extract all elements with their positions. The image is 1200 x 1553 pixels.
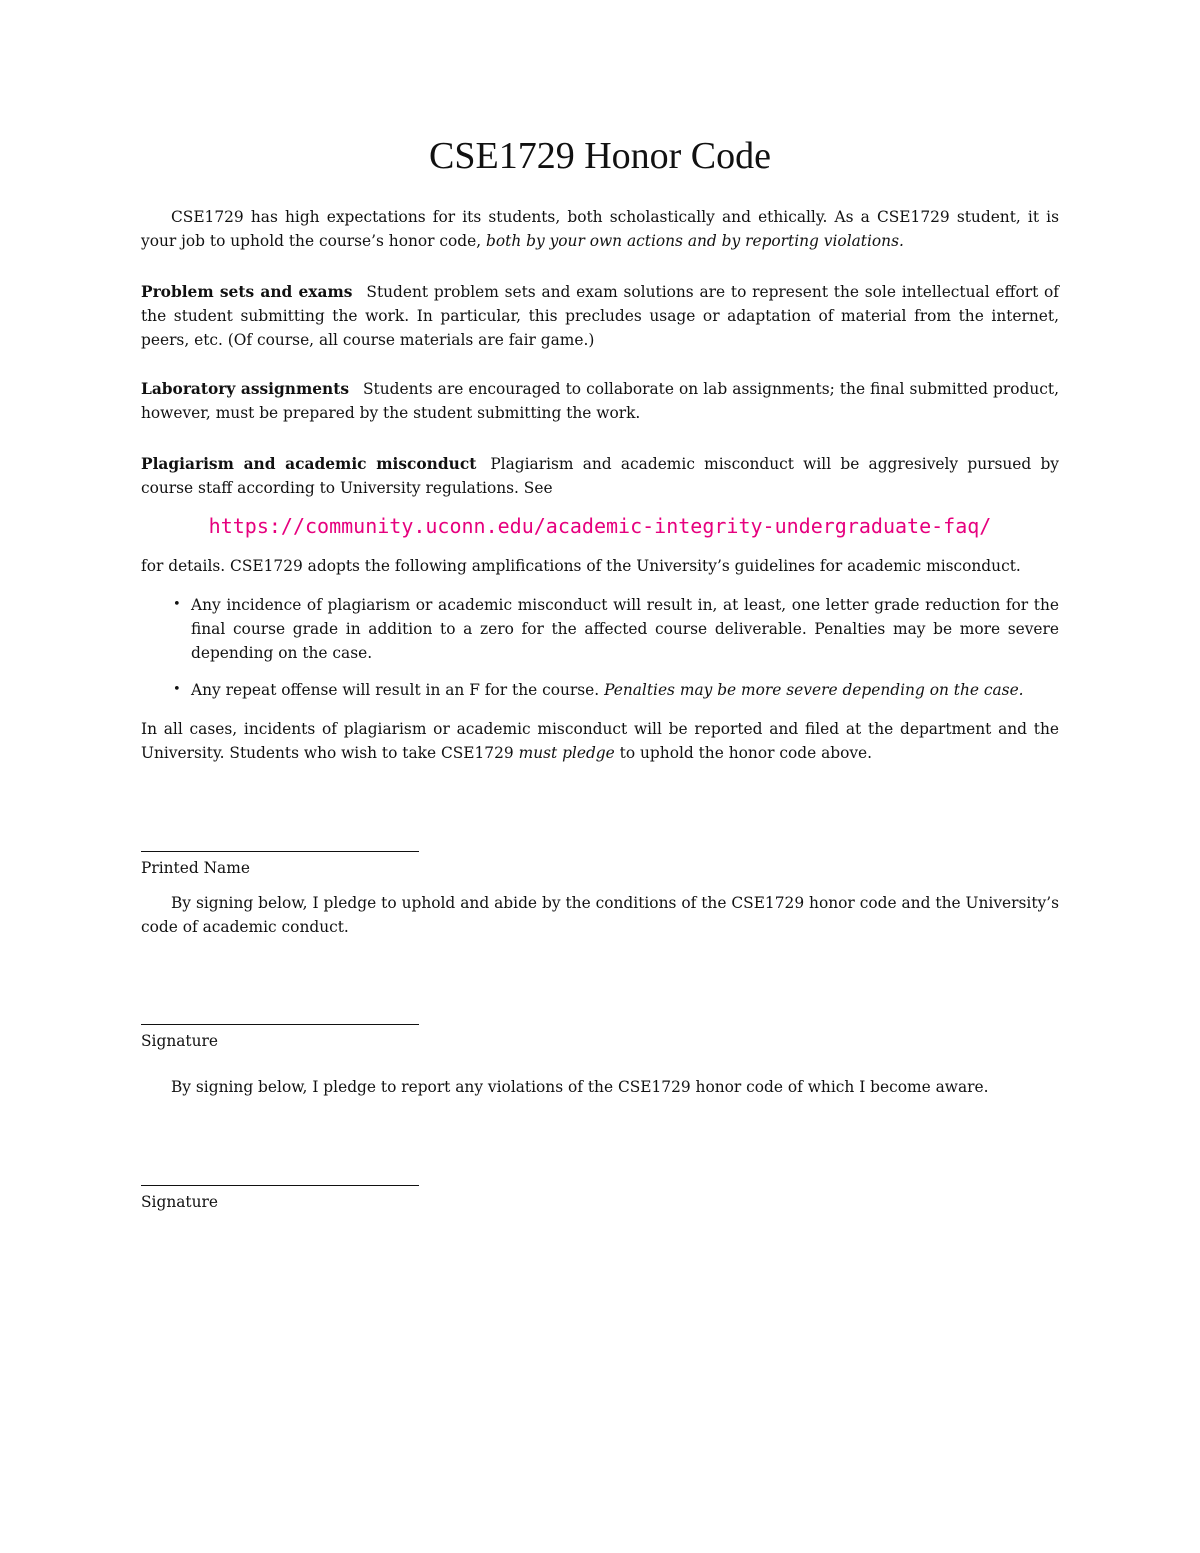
academic-integrity-link[interactable]: https://community.uconn.edu/academic-integrity-undergraduate-faq/ xyxy=(208,514,992,538)
printed-name-label: Printed Name xyxy=(141,859,250,877)
signature-line[interactable] xyxy=(141,1185,419,1186)
problem-sets-text: Student problem sets and exam solutions are to represent the sole intellectual effort of the student submitting the work. In particular, this precludes usage or adaptation of material from the internet, peers, etc. (Of course, all course materials are fair game.) xyxy=(141,283,1059,349)
plagiarism-text: Plagiarism and academic misconduct will be aggresively pursued by course staff according to University regulations. See xyxy=(141,455,1059,497)
closing-text-before: In all cases, incidents of plagiarism or academic misconduct will be reported and filed at the department and the University. Students who wish to take CSE1729 xyxy=(141,720,1059,762)
signature-line[interactable] xyxy=(141,1024,419,1025)
plagiarism-paragraph xyxy=(141,452,1059,500)
closing-emphasis: must pledge xyxy=(518,744,615,762)
problem-sets-paragraph xyxy=(141,280,1059,352)
signature-label: Signature xyxy=(141,1032,218,1050)
document-page xyxy=(141,0,1059,1553)
lab-assignments-heading: Laboratory assignments xyxy=(141,380,349,398)
printed-name-line[interactable] xyxy=(141,851,419,852)
intro-paragraph xyxy=(141,205,1059,253)
closing-text-after: to uphold the honor code above. xyxy=(614,744,873,762)
problem-sets-heading: Problem sets and exams xyxy=(141,283,353,301)
bullet-text: Any incidence of plagiarism or academic misconduct will result in, at least, one letter grade reduction for the final course grade in addition to a zero for the affected course deliverable. Penalties may be more severe depending on the case. xyxy=(191,596,1059,662)
intro-text: CSE1729 has high expectations for its students, both scholastically and ethically. As a CSE1729 student, it is your job to uphold the course’s honor code, xyxy=(141,208,1059,250)
bullet-item xyxy=(141,678,1059,702)
bullet-icon: • xyxy=(173,682,181,697)
plagiarism-heading: Plagiarism and academic misconduct xyxy=(141,455,477,473)
bullet-icon: • xyxy=(173,597,181,612)
intro-emphasis: both by your own actions and by reporting violations. xyxy=(486,232,904,250)
bullet-item xyxy=(141,593,1059,665)
closing-paragraph xyxy=(141,717,1059,765)
lab-assignments-paragraph xyxy=(141,377,1059,425)
pledge-report-paragraph: By signing below, I pledge to report any violations of the CSE1729 honor code of which I become aware. xyxy=(171,1078,989,1096)
details-paragraph: for details. CSE1729 adopts the following amplifications of the University’s guidelines for academic misconduct. xyxy=(141,557,1021,575)
signature-label: Signature xyxy=(141,1193,218,1211)
document-title: CSE1729 Honor Code xyxy=(429,135,771,177)
bullet-emphasis: Penalties may be more severe depending on the case. xyxy=(604,681,1024,699)
pledge-uphold-paragraph: By signing below, I pledge to uphold and abide by the conditions of the CSE1729 honor code and the University’s code of academic conduct. xyxy=(141,894,1059,936)
bullet-text: Any repeat offense will result in an F for the course. xyxy=(191,681,605,699)
lab-assignments-text: Students are encouraged to collaborate on lab assignments; the final submitted product, however, must be prepared by the student submitting the work. xyxy=(141,380,1059,422)
